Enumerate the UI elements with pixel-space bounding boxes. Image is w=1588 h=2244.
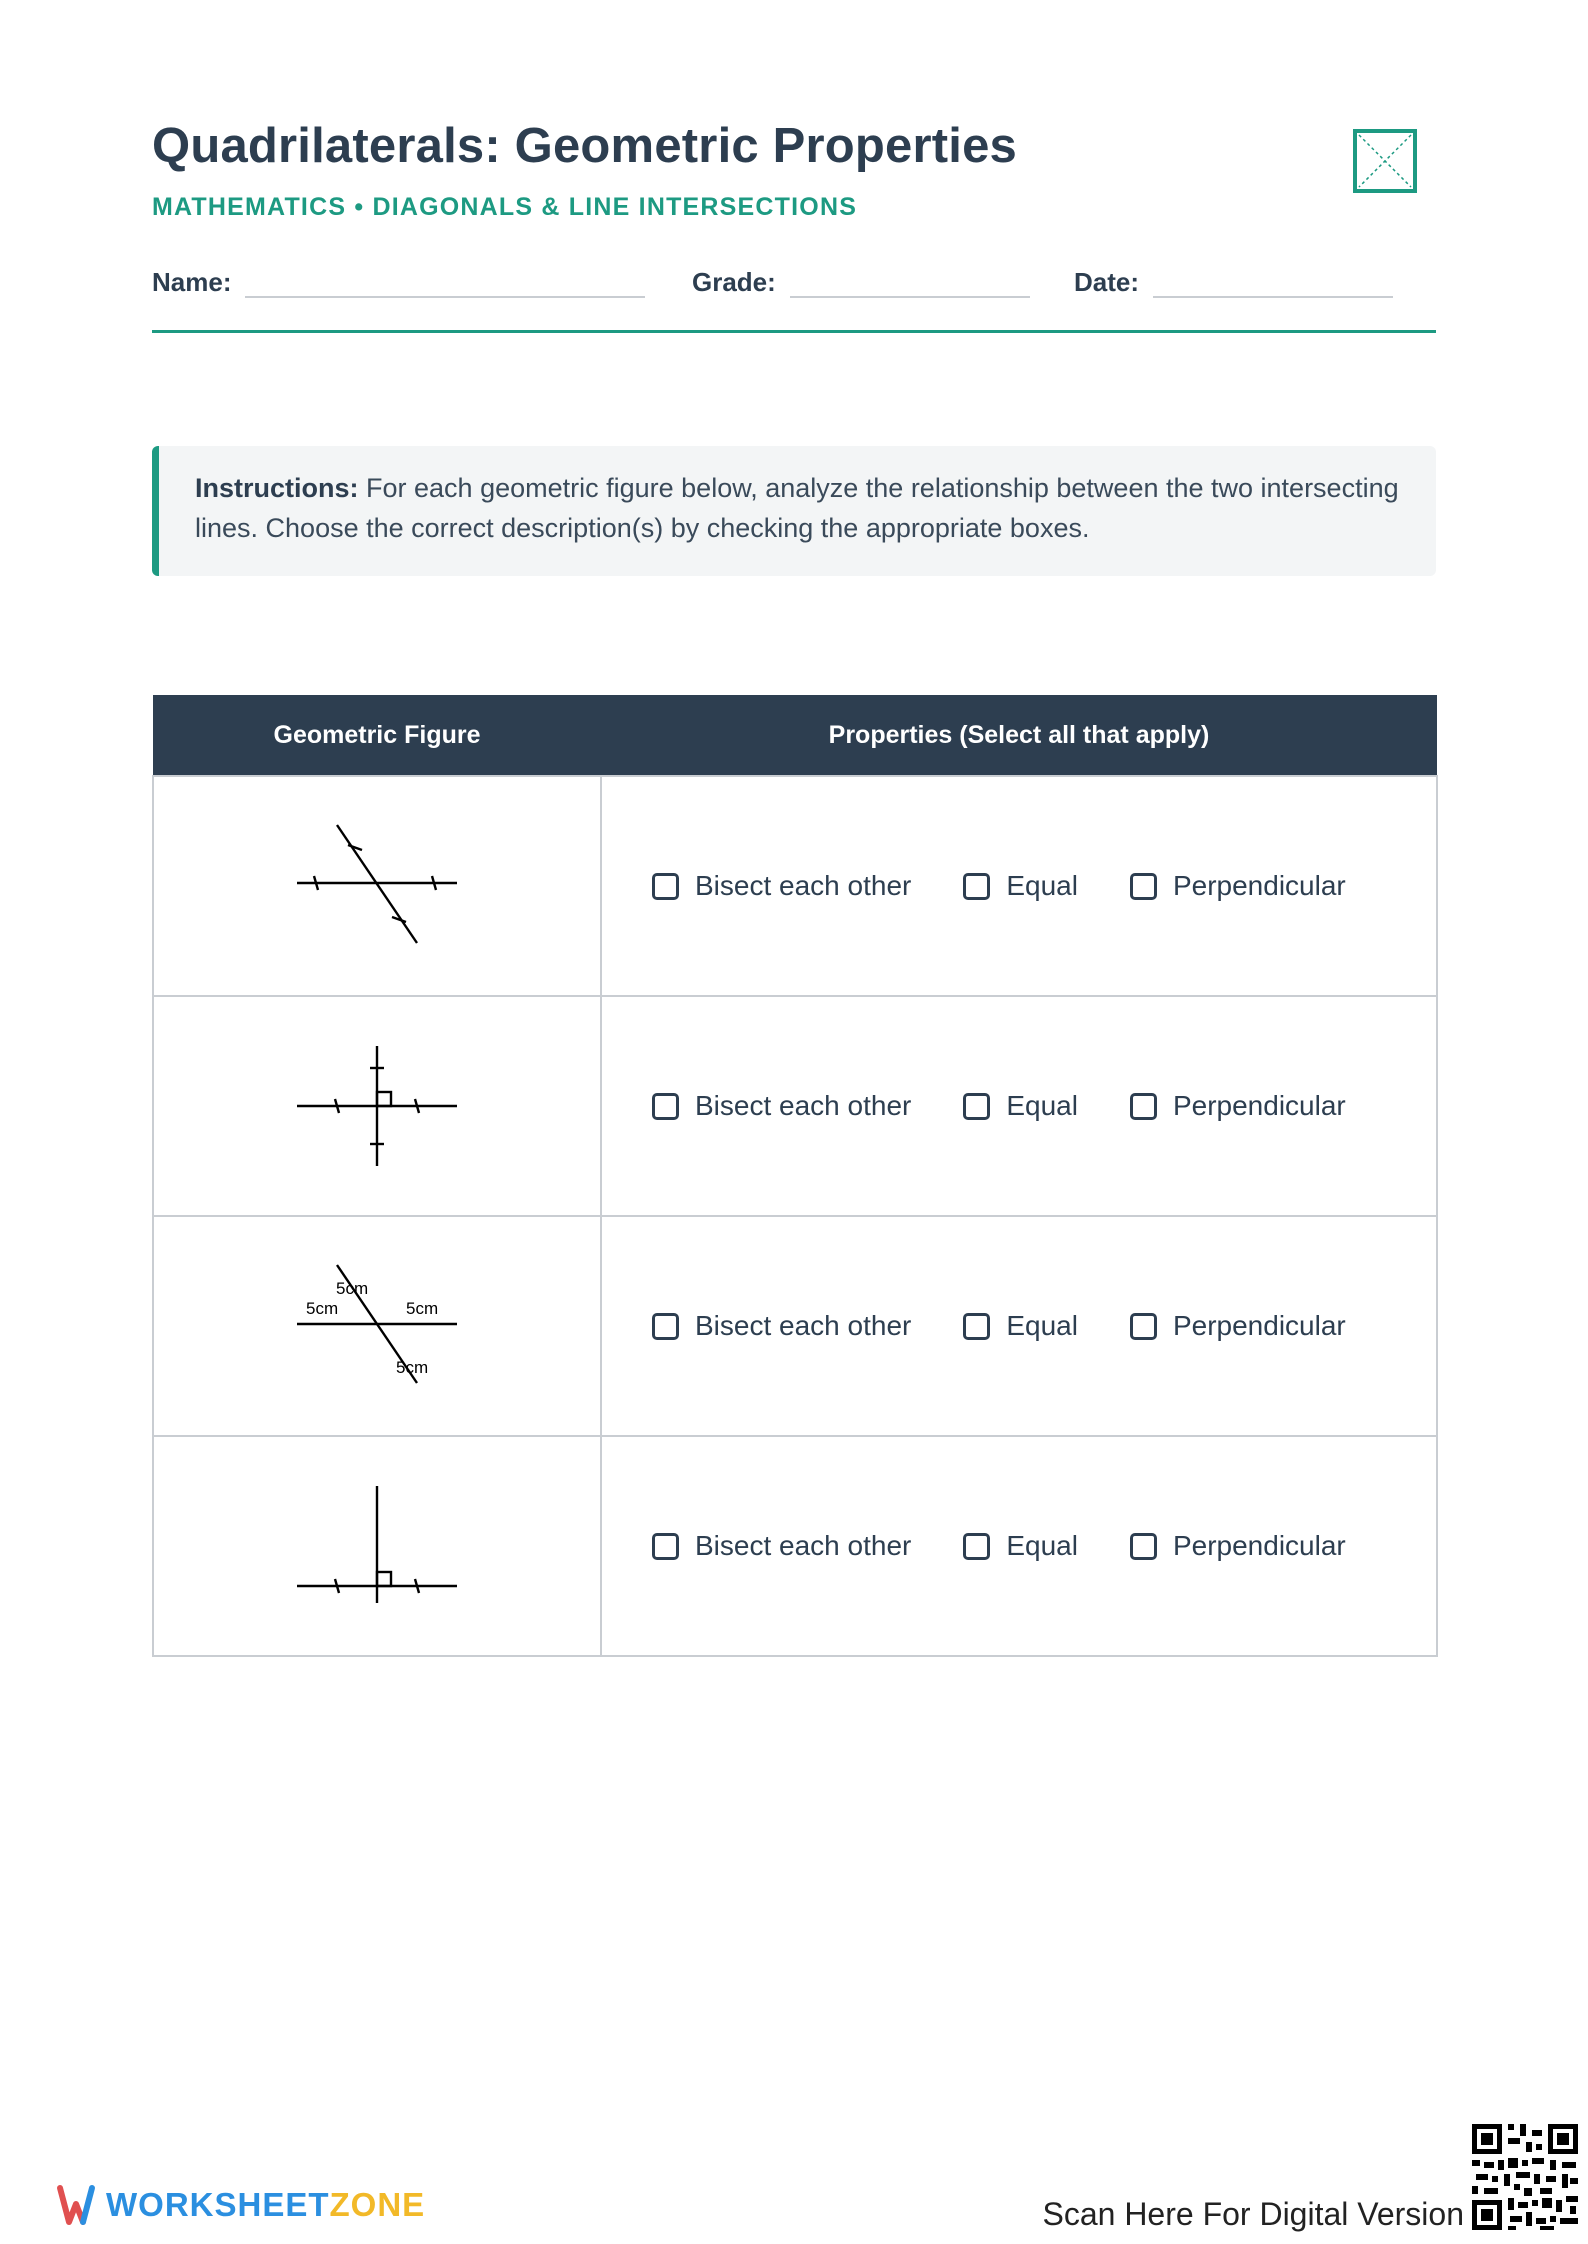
figure-cell (153, 1436, 601, 1656)
option-perpendicular[interactable]: Perpendicular (1130, 870, 1346, 902)
checkbox[interactable] (963, 873, 990, 900)
segment-label: 5cm (336, 1279, 369, 1298)
table-row (153, 1216, 1437, 1436)
segment-label: 5cm (306, 1299, 339, 1318)
figure-cell (153, 1216, 601, 1436)
checkbox[interactable] (1130, 1533, 1157, 1560)
properties-table (152, 695, 1438, 1657)
checkbox[interactable] (963, 1313, 990, 1340)
segment-label: 5cm (396, 1358, 429, 1377)
table-row (153, 1436, 1437, 1656)
grade-field[interactable] (692, 262, 1030, 298)
date-line[interactable] (1153, 262, 1393, 298)
figure-cell (153, 996, 601, 1216)
name-field[interactable] (152, 262, 645, 298)
option-bisect-each-other[interactable]: Bisect each other (652, 870, 911, 902)
square-with-diagonals-icon (1353, 129, 1417, 193)
option-perpendicular[interactable]: Perpendicular (1130, 1530, 1346, 1562)
header-properties: Properties (Select all that apply) (601, 695, 1437, 776)
options-cell (601, 1216, 1437, 1436)
grade-label: Grade: (692, 267, 776, 297)
table-row (153, 776, 1437, 996)
checkbox[interactable] (1130, 1313, 1157, 1340)
options-cell (601, 776, 1437, 996)
qr-code-icon[interactable] (1470, 2122, 1580, 2232)
checkbox[interactable] (652, 1313, 679, 1340)
option-equal[interactable]: Equal (963, 1090, 1078, 1122)
instructions-box (152, 446, 1436, 576)
figure-2-perpendicular-bisectors (292, 1041, 462, 1171)
option-bisect-each-other[interactable]: Bisect each other (652, 1090, 911, 1122)
figure-3-labeled-lines (292, 1261, 462, 1391)
options-cell (601, 1436, 1437, 1656)
option-equal[interactable]: Equal (963, 1530, 1078, 1562)
name-label: Name: (152, 267, 232, 297)
table-header-row (153, 695, 1437, 776)
instructions-label: Instructions: (195, 473, 359, 503)
option-bisect-each-other[interactable]: Bisect each other (652, 1310, 911, 1342)
option-perpendicular[interactable]: Perpendicular (1130, 1310, 1346, 1342)
worksheetzone-logo[interactable] (56, 2182, 425, 2228)
grade-line[interactable] (790, 262, 1030, 298)
checkbox[interactable] (652, 1093, 679, 1120)
date-label: Date: (1074, 267, 1140, 297)
options-cell (601, 996, 1437, 1216)
checkbox[interactable] (963, 1533, 990, 1560)
checkbox[interactable] (1130, 1093, 1157, 1120)
figure-1-oblique-lines (292, 821, 462, 951)
name-line[interactable] (245, 262, 645, 298)
logo-w-icon (56, 2182, 96, 2228)
checkbox[interactable] (652, 873, 679, 900)
header-geometric-figure: Geometric Figure (153, 695, 601, 776)
figure-4-perpendicular-lines (292, 1481, 462, 1611)
scan-text: Scan Here For Digital Version (1042, 2196, 1464, 2232)
worksheet-title: Quadrilaterals: Geometric Properties (152, 119, 1018, 173)
figure-cell (153, 776, 601, 996)
date-field[interactable] (1074, 262, 1393, 298)
option-equal[interactable]: Equal (963, 1310, 1078, 1342)
table-row (153, 996, 1437, 1216)
logo-text: WORKSHEETZONE (106, 2186, 426, 2223)
checkbox[interactable] (652, 1533, 679, 1560)
worksheet-subtitle: MATHEMATICS • DIAGONALS & LINE INTERSECTIONS (152, 193, 858, 221)
segment-label: 5cm (406, 1299, 439, 1318)
option-equal[interactable]: Equal (963, 870, 1078, 902)
checkbox[interactable] (1130, 873, 1157, 900)
option-perpendicular[interactable]: Perpendicular (1130, 1090, 1346, 1122)
header-divider (152, 330, 1436, 333)
option-bisect-each-other[interactable]: Bisect each other (652, 1530, 911, 1562)
checkbox[interactable] (963, 1093, 990, 1120)
instructions-text: For each geometric figure below, analyze the relationship between the two intersecting lines. Choose the correct description(s) by checking the appropriate boxes. (195, 473, 1399, 543)
